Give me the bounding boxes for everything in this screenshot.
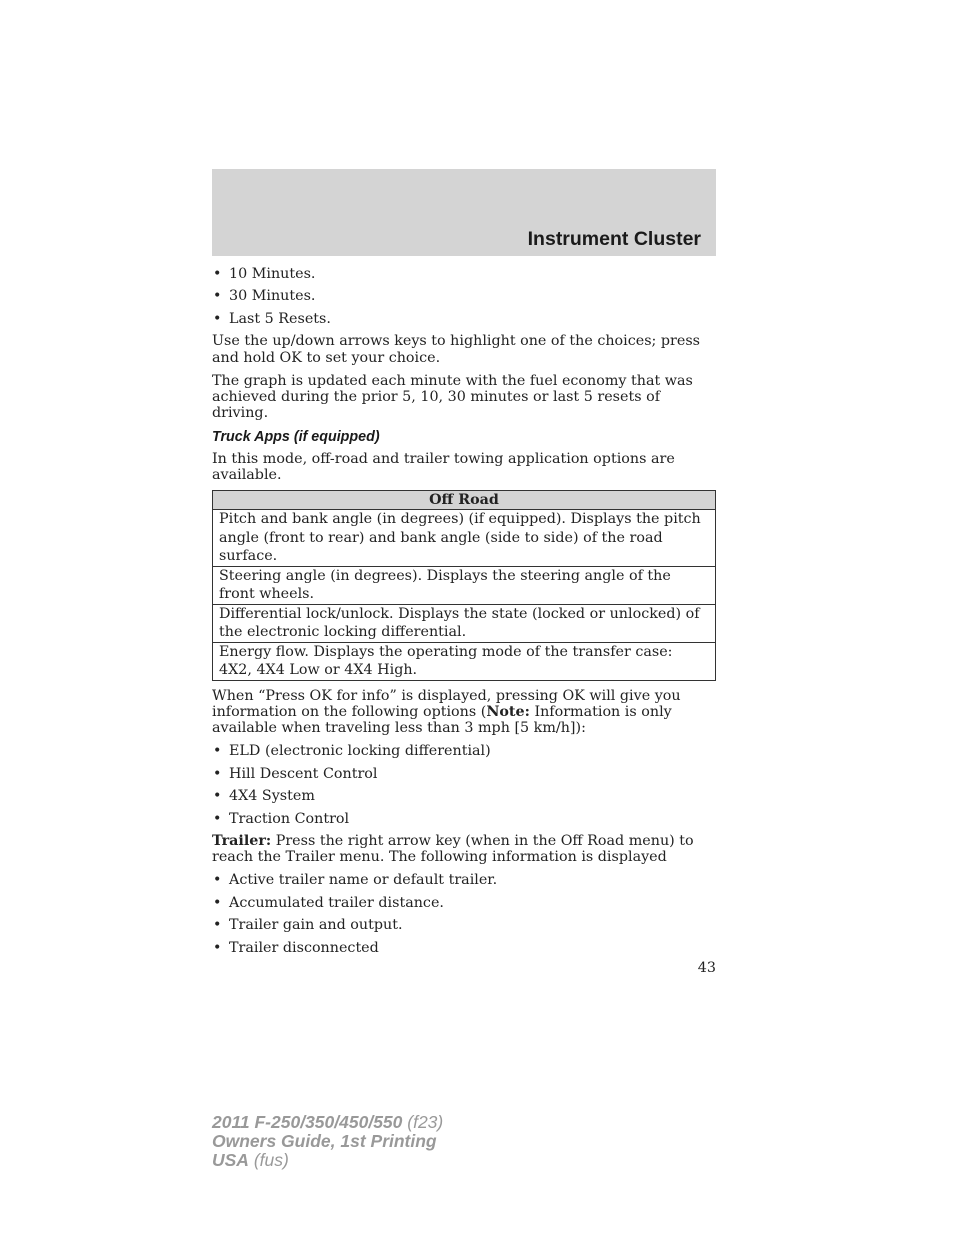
footer-model: 2011 F-250/350/450/550 — [212, 1112, 403, 1132]
list-item: • 4X4 System — [212, 788, 716, 804]
list-item: • Traction Control — [212, 811, 716, 827]
section-header-band — [212, 169, 716, 256]
list-item: • Last 5 Resets. — [212, 311, 716, 327]
footer-market: USA — [212, 1150, 249, 1170]
interval-list — [212, 266, 716, 327]
trailer-text: Press the right arrow key (when in the Off Road menu) to reach the Trailer menu. The following information is displayed — [212, 833, 694, 866]
list-item: • Accumulated trailer distance. — [212, 895, 716, 911]
trailer-paragraph — [212, 833, 716, 866]
list-item: • ELD (electronic locking differential) — [212, 743, 716, 759]
table-row — [213, 510, 716, 567]
page-number: 43 — [697, 960, 716, 976]
footer-line-guide: Owners Guide, 1st Printing — [212, 1131, 437, 1151]
press-ok-text: When “Press OK for info” is displayed, pressing OK will give you information on the following options ( — [212, 687, 681, 721]
list-item: • 10 Minutes. — [212, 266, 716, 282]
paragraph-choose: Use the up/down arrows keys to highlight one of the choices; press and hold OK to set your choice. — [212, 333, 701, 366]
list-item: • Trailer gain and output. — [212, 917, 716, 933]
table-cell: Differential lock/unlock. Displays the state (locked or unlocked) of the electronic locking differential. — [213, 604, 716, 642]
off-road-table — [212, 490, 716, 681]
footer-imprint — [212, 1113, 443, 1170]
list-item: • Trailer disconnected — [212, 940, 716, 956]
list-item: • 30 Minutes. — [212, 288, 716, 304]
list-item: • Hill Descent Control — [212, 766, 716, 782]
truck-apps-heading: Truck Apps (if equipped) — [212, 429, 380, 446]
list-item: • Active trailer name or default trailer. — [212, 872, 716, 888]
truck-apps-intro: In this mode, off-road and trailer towing application options are available. — [212, 450, 675, 484]
footer-market-code: (fus) — [248, 1150, 289, 1170]
page-content — [212, 266, 716, 962]
footer-line-market — [212, 1151, 443, 1170]
off-road-table-header: Off Road — [213, 491, 716, 510]
press-ok-note-text: Information is only available when traveling less than 3 mph [5 km/h]): — [212, 704, 672, 737]
footer-line-model — [212, 1113, 443, 1132]
table-cell: Energy flow. Displays the operating mode of the transfer case: 4X2, 4X4 Low or 4X4 High. — [213, 642, 716, 680]
press-ok-paragraph — [212, 688, 716, 737]
paragraph-graph: The graph is updated each minute with the fuel economy that was achieved during the prior 5, 10, 30 minutes or last 5 resets of driving. — [212, 372, 693, 422]
trailer-info-list — [212, 872, 716, 956]
table-row — [213, 642, 716, 680]
note-label: Note: — [486, 704, 530, 721]
table-row — [213, 604, 716, 642]
table-cell: Steering angle (in degrees). Displays the steering angle of the front wheels. — [213, 566, 716, 604]
table-cell: Pitch and bank angle (in degrees) (if equipped). Displays the pitch angle (front to rear) and bank angle (side to side) of the road surface. — [213, 510, 716, 567]
trailer-label: Trailer: — [212, 833, 272, 850]
table-row — [213, 566, 716, 604]
off-road-info-list — [212, 743, 716, 827]
footer-model-code: (f23) — [402, 1112, 444, 1132]
section-title: Instrument Cluster — [527, 228, 701, 250]
